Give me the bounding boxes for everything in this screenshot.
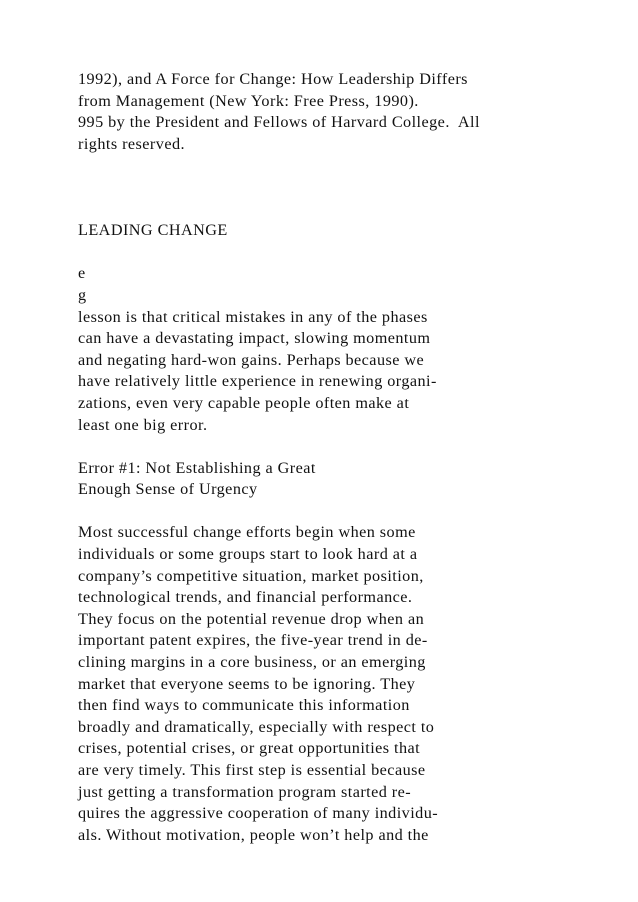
spacer: [78, 501, 598, 523]
paragraph-line: broadly and dramatically, especially with respect to: [78, 717, 435, 736]
paragraph-line: quires the aggressive cooperation of many individu-: [78, 804, 439, 823]
stray-char: g: [78, 285, 87, 304]
intro-line: rights reserved.: [78, 134, 185, 153]
spacer: [78, 436, 598, 458]
spacer: [78, 242, 598, 264]
paragraph-line: technological trends, and financial performance.: [78, 588, 413, 607]
intro-line: 1992), and A Force for Change: How Leadership Differs: [78, 70, 468, 88]
spacer: [78, 155, 598, 177]
stray-char: e: [78, 264, 86, 283]
paragraph-line: least one big error.: [78, 415, 208, 434]
paragraph-line: crises, potential crises, or great opportunities that: [78, 739, 421, 758]
paragraph-line: zations, even very capable people often make at: [78, 393, 410, 412]
section-title: Error #1: Not Establishing a Great: [78, 458, 316, 477]
paragraph-line: clining margins in a core business, or an emerging: [78, 653, 426, 672]
paragraph-line: als. Without motivation, people won’t help and the: [78, 825, 429, 844]
document-text: [78, 69, 598, 846]
spacer: [78, 199, 598, 221]
paragraph-line: lesson is that critical mistakes in any of the phases: [78, 307, 428, 326]
paragraph-line: company’s competitive situation, market position,: [78, 566, 424, 585]
paragraph-line: market that everyone seems to be ignoring. They: [78, 674, 416, 693]
paragraph-line: are very timely. This first step is essential because: [78, 761, 426, 779]
paragraph-line: and negating hard-won gains. Perhaps because we: [78, 350, 425, 369]
page-heading: LEADING CHANGE: [78, 221, 228, 240]
spacer: [78, 177, 598, 199]
paragraph-line: individuals or some groups start to look hard at a: [78, 545, 418, 564]
intro-line: 995 by the President and Fellows of Harvard College. All: [78, 113, 480, 132]
paragraph-line: can have a devastating impact, slowing momentum: [78, 329, 431, 348]
paragraph-line: They focus on the potential revenue drop when an: [78, 609, 425, 628]
paragraph-line: Most successful change efforts begin when some: [78, 523, 416, 542]
intro-line: from Management (New York: Free Press, 1990).: [78, 91, 419, 110]
paragraph-line: important patent expires, the five-year trend in de-: [78, 631, 428, 650]
paragraph-line: have relatively little experience in renewing organi-: [78, 372, 437, 391]
paragraph-line: then find ways to communicate this information: [78, 696, 410, 715]
paragraph-line: just getting a transformation program started re-: [78, 782, 412, 801]
section-title: Enough Sense of Urgency: [78, 480, 258, 499]
